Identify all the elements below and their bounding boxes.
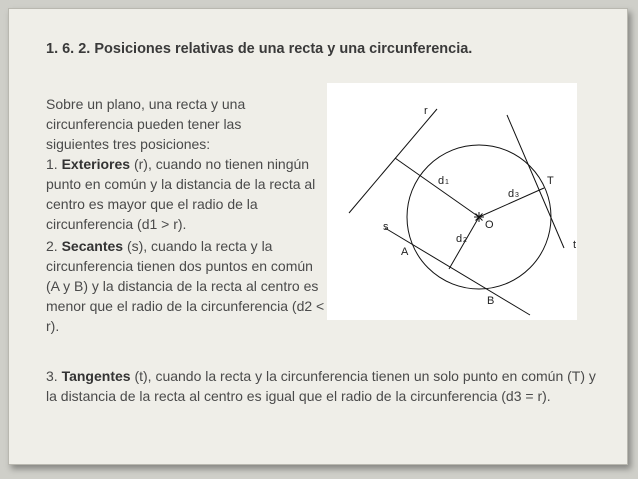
figure-svg <box>327 83 577 320</box>
label-A: A <box>401 246 409 258</box>
label-d3-letter: d <box>508 188 515 200</box>
label-O: O <box>485 219 494 231</box>
label-d1-sub: 1 <box>445 179 449 186</box>
term-exteriores: Exteriores <box>61 156 131 172</box>
center-point <box>474 212 484 222</box>
tangentes-text: (t), cuando la recta y la circunferencia tienen un solo punto en común (T) y la distancia de la recta al centro es igual que el radio de la circunferencia (d3 = r). <box>46 368 596 404</box>
label-d2-letter: d <box>456 233 463 245</box>
item-number: 1. <box>46 156 58 172</box>
label-r: r <box>424 105 428 117</box>
intro-paragraph: Sobre un plano, una recta y una circunferencia pueden tener las siguientes tres posiciones: <box>46 96 246 152</box>
item-number: 3. <box>46 368 58 384</box>
label-d3 <box>508 188 519 200</box>
line-r <box>349 109 437 213</box>
label-B: B <box>487 295 495 307</box>
label-d1 <box>438 175 449 187</box>
term-tangentes: Tangentes <box>61 368 131 384</box>
item-number: 2. <box>46 238 58 254</box>
label-s: s <box>383 221 389 233</box>
secantes-text: (s), cuando la recta y la circunferencia tienen dos puntos en común (A y B) y la distancia de la recta al centro es menor que el radio de la circunferencia (d2 < r). <box>46 238 325 334</box>
term-secantes: Secantes <box>61 238 124 254</box>
label-d2 <box>456 233 467 245</box>
geometry-figure <box>327 83 577 320</box>
tangentes-paragraph <box>46 366 601 406</box>
exteriores-text: (r), cuando no tienen ningún punto en común y la distancia de la recta al centro es mayor que el radio de la circunferencia (d1 > r). <box>46 156 316 232</box>
label-T: T <box>547 175 554 187</box>
label-d1-letter: d <box>438 175 445 187</box>
label-d2-sub: 2 <box>463 237 467 244</box>
line-t <box>507 115 564 248</box>
secantes-paragraph <box>46 236 326 336</box>
label-t: t <box>572 239 576 251</box>
slide-title: 1. 6. 2. Posiciones relativas de una recta y una circunferencia. <box>46 41 473 57</box>
slide <box>8 8 628 465</box>
label-d3-sub: 3 <box>515 192 519 199</box>
exteriores-paragraph <box>46 154 316 234</box>
